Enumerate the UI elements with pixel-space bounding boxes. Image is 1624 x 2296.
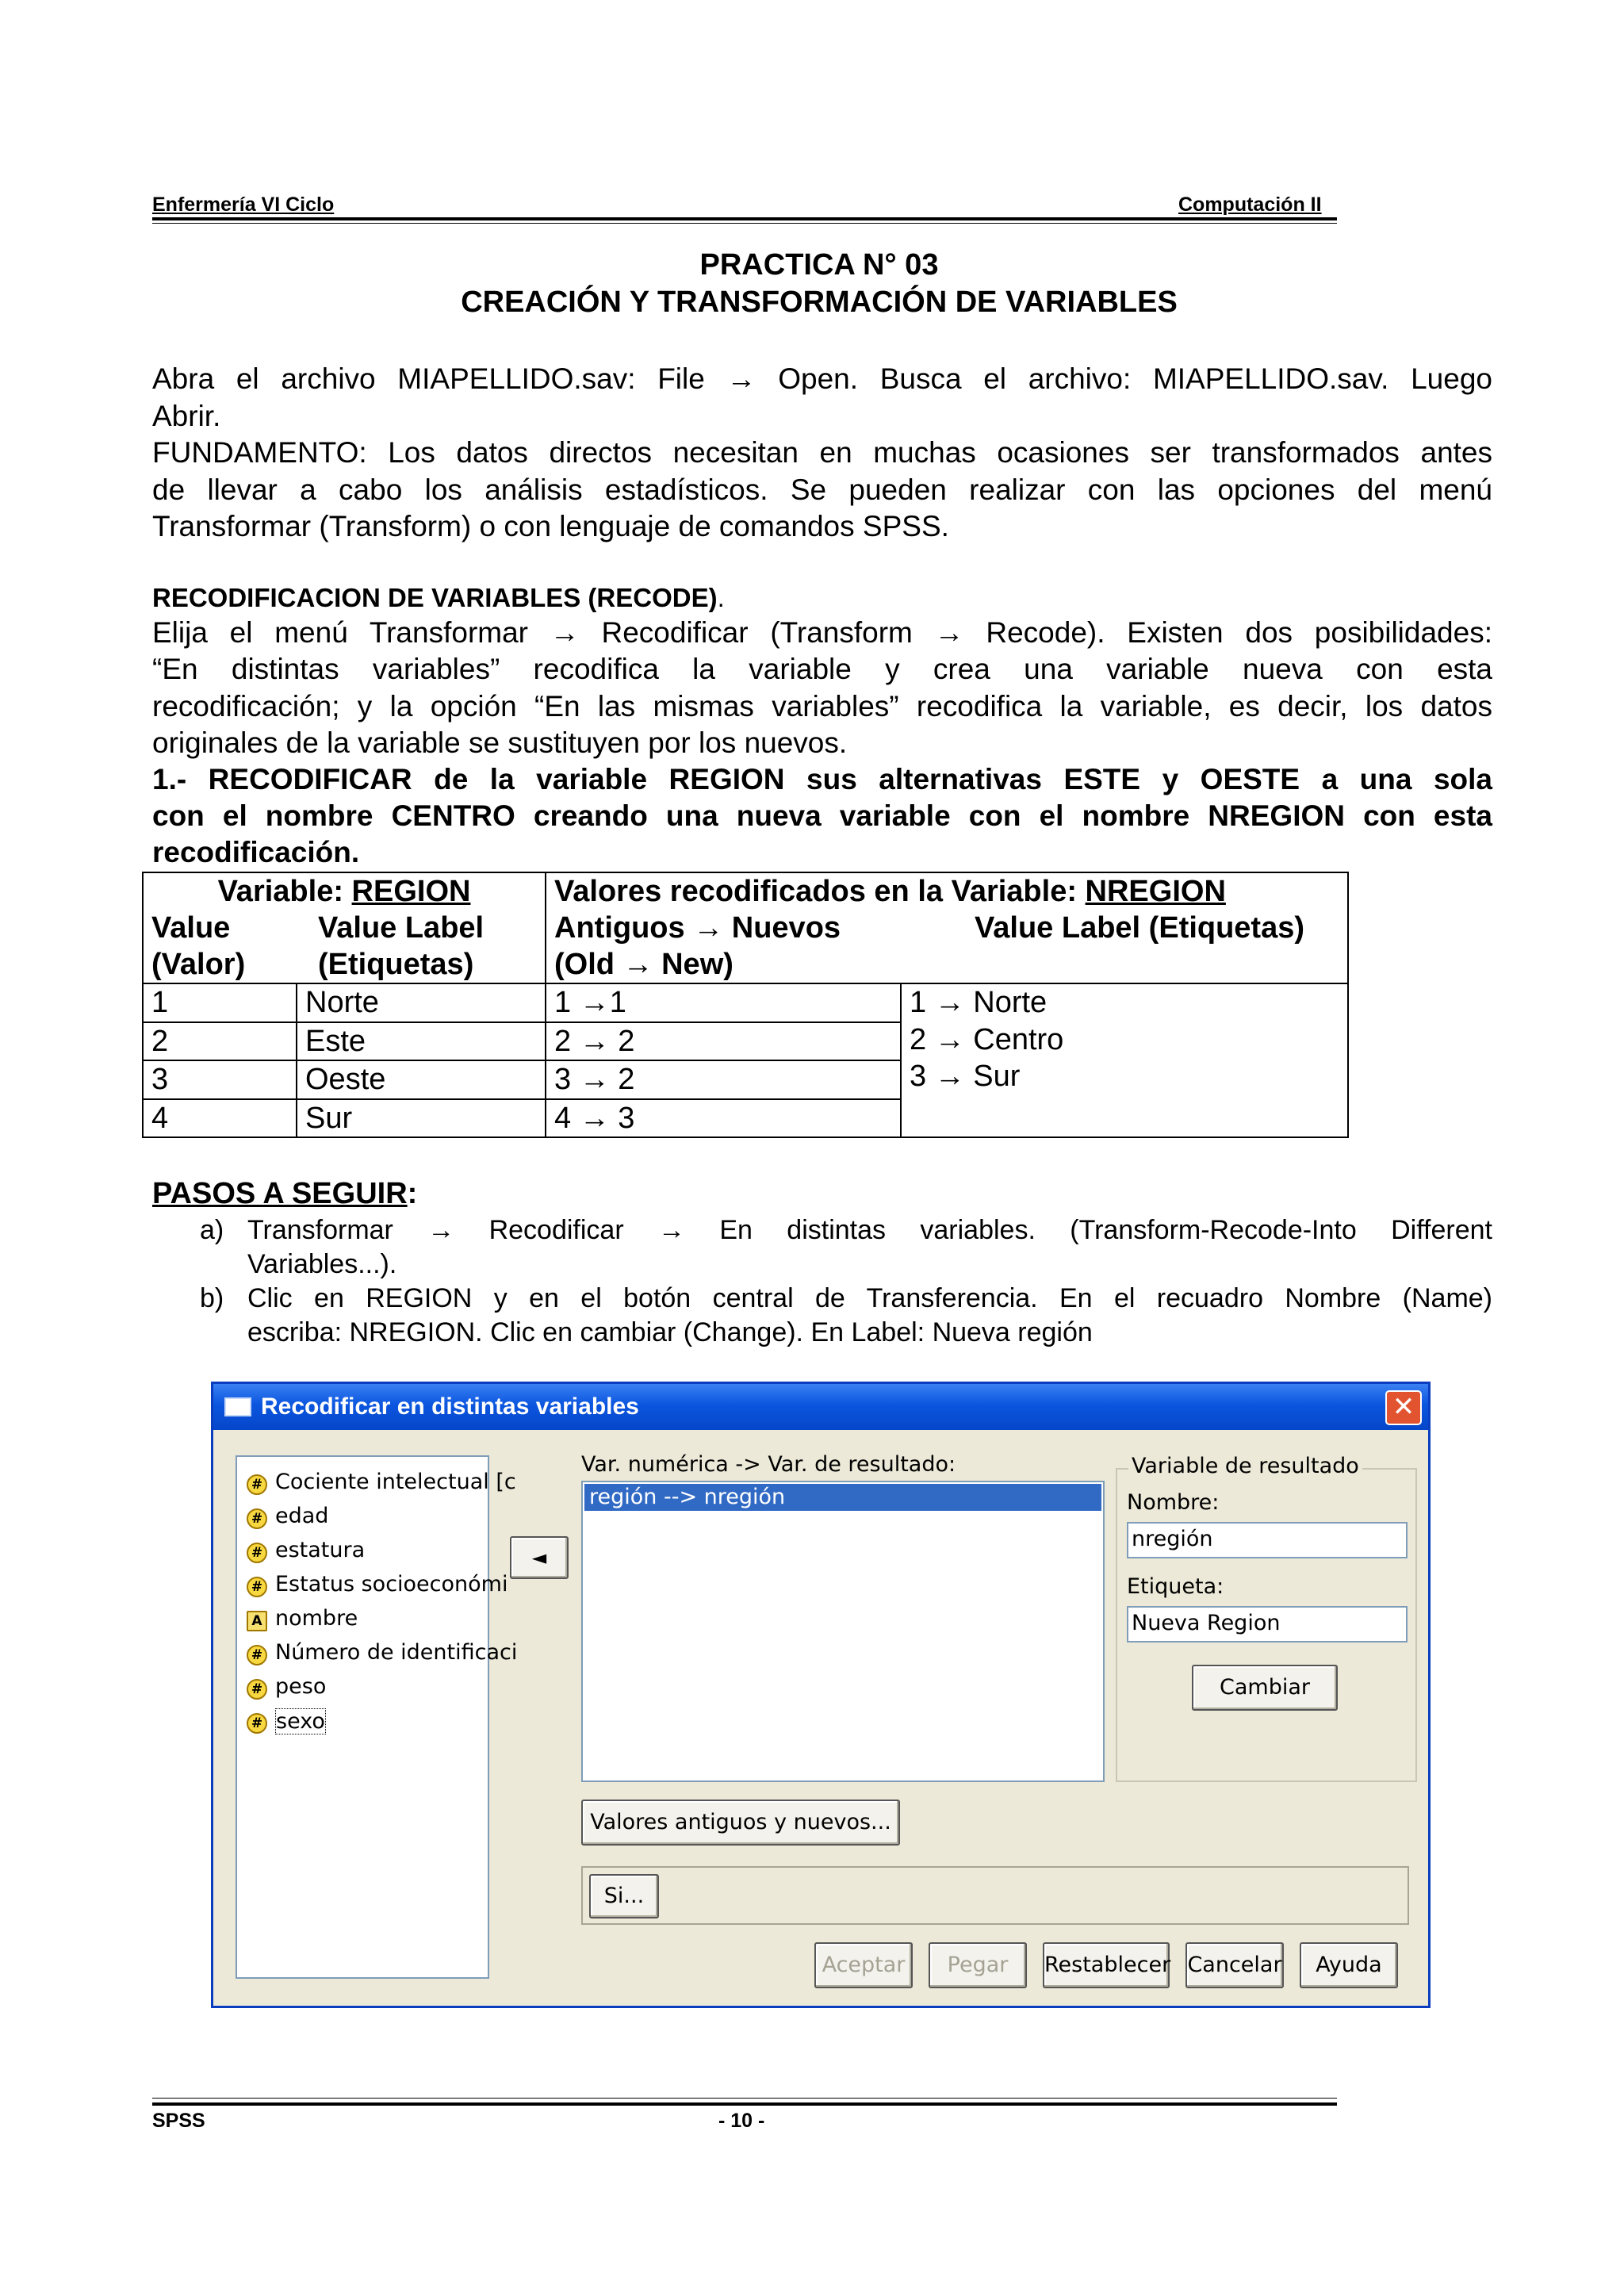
old-new-values-button[interactable]: Valores antiguos y nuevos... [581, 1800, 900, 1846]
practice-subtitle: CREACIÓN Y TRANSFORMACIÓN DE VARIABLES [461, 286, 1178, 319]
arrow-left-icon: ◄ [531, 1547, 547, 1569]
source-variable-name: REGION [351, 875, 471, 908]
dialog-titlebar[interactable] [213, 1384, 1428, 1430]
header-target-cell [546, 872, 1348, 983]
reset-button[interactable]: Restablecer [1043, 1942, 1170, 1988]
header-rule-thin [152, 223, 1337, 224]
practice-title: PRACTICA N° 03 [699, 248, 939, 282]
col-old-new-sub: (Old → New) [554, 948, 733, 981]
variable-name: nombre [275, 1606, 358, 1631]
variable-name: Cociente intelectual [c [275, 1470, 516, 1494]
cell-value: 3 [143, 1060, 297, 1099]
recode-line: Elija el menú Transformar → Recodificar (Transform → Recode). Existen dos posibilidades: [152, 616, 1492, 649]
cell-label: Sur [297, 1099, 546, 1138]
recode-line: originales de la variable se sustituyen por los nuevos. [152, 726, 848, 759]
target-variable-title [554, 873, 1339, 910]
cell-label: Este [297, 1022, 546, 1061]
source-variable-prefix: Variable: [217, 875, 352, 908]
transfer-button[interactable] [510, 1536, 569, 1579]
help-button[interactable]: Ayuda [1300, 1942, 1398, 1988]
output-group-title: Variable de resultado [1128, 1454, 1362, 1478]
section-heading-text: RECODIFICACION DE VARIABLES (RECODE) [152, 583, 718, 612]
steps-heading-text: PASOS A SEGUIR [152, 1177, 408, 1210]
header-right: Computación II [1178, 194, 1322, 216]
mapping-label: Var. numérica -> Var. de resultado: [581, 1452, 956, 1477]
source-col-heads [151, 910, 537, 946]
steps-heading-end: : [407, 1177, 418, 1210]
name-label: Nombre: [1127, 1490, 1220, 1515]
string-variable-icon: A [247, 1611, 267, 1631]
target-variable-prefix: Valores recodificados en la Variable: [554, 875, 1086, 908]
numeric-variable-icon: # [247, 1474, 267, 1495]
cell-value: 1 [143, 983, 297, 1022]
if-panel [581, 1866, 1409, 1925]
numeric-variable-icon: # [247, 1577, 267, 1597]
header-left: Enfermería VI Ciclo [152, 194, 335, 216]
mapping-item[interactable]: región --> nregión [584, 1484, 1101, 1511]
col-label: Value Label [318, 911, 485, 945]
step-a-line: Transformar → Recodificar → En distintas variables. (Transform-Recode-Into Different [247, 1215, 1492, 1245]
name-field[interactable]: nregión [1127, 1522, 1408, 1558]
cell-map: 2 → 2 [546, 1022, 901, 1061]
table-header-row [143, 872, 1348, 983]
variable-name: edad [275, 1504, 329, 1528]
col-value-sub: (Valor) [151, 948, 246, 981]
new-label: 3 → Sur [910, 1060, 1021, 1093]
close-button[interactable]: ✕ [1385, 1390, 1422, 1425]
intro-line: FUNDAMENTO: Los datos directos necesitan en muchas ocasiones ser transformados antes [152, 436, 1492, 469]
cell-map: 4 → 3 [546, 1099, 901, 1138]
section-heading-end: . [717, 583, 725, 612]
new-label: 2 → Centro [910, 1022, 1064, 1056]
table-row [143, 983, 1348, 1022]
numeric-variable-icon: # [247, 1679, 267, 1700]
step-b-line: escriba: NREGION. Clic en cambiar (Change). En Label: Nueva región [247, 1317, 1093, 1347]
steps-heading [152, 1177, 417, 1211]
step-b-label: b) [200, 1283, 224, 1313]
variable-name: Número de identificaci [275, 1640, 518, 1665]
numeric-variable-icon: # [247, 1713, 267, 1734]
exercise-line: recodificación. [152, 836, 360, 868]
target-col-heads [554, 910, 1339, 946]
col-label-sub: (Etiquetas) [318, 948, 474, 981]
step-a-label: a) [200, 1215, 224, 1245]
numeric-variable-icon: # [247, 1645, 267, 1665]
window-icon [224, 1397, 251, 1416]
intro-line: Abrir. [152, 400, 221, 432]
intro-line: de llevar a cabo los análisis estadísticos. Se pueden realizar con las opciones del menú [152, 473, 1492, 506]
footer-rule-thin [152, 2098, 1337, 2099]
new-labels-cell [901, 983, 1348, 1137]
paste-button[interactable]: Pegar [929, 1942, 1027, 1988]
label-label: Etiqueta: [1127, 1574, 1224, 1599]
intro-line: Transformar (Transform) o con lenguaje de comandos SPSS. [152, 510, 949, 542]
variable-list[interactable] [236, 1455, 518, 1979]
recode-line: “En distintas variables” recodifica la variable y crea una variable nueva con esta [152, 653, 1492, 685]
header-source-cell [143, 872, 546, 983]
output-variable-group [1116, 1454, 1417, 1782]
recode-dialog [211, 1382, 1431, 2008]
intro-line: Abra el archivo MIAPELLIDO.sav: File → Open. Busca el archivo: MIAPELLIDO.sav. Luego [152, 362, 1492, 395]
footer-rule [152, 2102, 1337, 2106]
source-variable-title [151, 873, 537, 910]
col-old-new: Antiguos → Nuevos [554, 911, 841, 945]
cell-label: Norte [297, 983, 546, 1022]
ok-button[interactable]: Aceptar [814, 1942, 913, 1988]
section-heading [152, 580, 1492, 617]
if-button[interactable]: Si... [589, 1874, 659, 1918]
cell-map: 3 → 2 [546, 1060, 901, 1099]
cell-label: Oeste [297, 1060, 546, 1099]
variable-name: sexo [276, 1709, 325, 1734]
cell-value: 4 [143, 1099, 297, 1138]
exercise-line: con el nombre CENTRO creando una nueva variable con el nombre NREGION con esta [152, 799, 1492, 832]
recode-table [142, 872, 1349, 1138]
source-col-subheads [151, 946, 537, 983]
exercise-line: 1.- RECODIFICAR de la variable REGION sus alternativas ESTE y OESTE a una sola [152, 763, 1492, 795]
step-a-line: Variables...). [247, 1249, 397, 1279]
col-new-label: Value Label (Etiquetas) [975, 911, 1305, 945]
cancel-button[interactable]: Cancelar [1185, 1942, 1284, 1988]
page-number: - 10 - [718, 2110, 765, 2132]
variable-name: peso [275, 1674, 327, 1699]
step-b-line: Clic en REGION y en el botón central de Transferencia. En el recuadro Nombre (Name) [247, 1283, 1492, 1313]
variable-name: estatura [275, 1538, 366, 1562]
label-field[interactable]: Nueva Region [1127, 1606, 1408, 1642]
cell-map: 1 →1 [546, 983, 901, 1022]
cell-value: 2 [143, 1022, 297, 1061]
target-variable-name: NREGION [1085, 875, 1226, 908]
col-value: Value [151, 911, 231, 945]
dialog-title: Recodificar en distintas variables [261, 1393, 639, 1420]
mapping-list[interactable] [581, 1481, 1105, 1782]
numeric-variable-icon: # [247, 1508, 267, 1529]
footer-left: SPSS [152, 2110, 205, 2132]
header-rule [152, 217, 1337, 220]
recode-line: recodificación; y la opción “En las mismas variables” recodifica la variable, es decir, los datos [152, 690, 1492, 723]
new-label: 1 → Norte [910, 986, 1048, 1019]
variable-name: Estatus socioeconómi [275, 1572, 508, 1596]
change-button[interactable]: Cambiar [1192, 1665, 1338, 1711]
numeric-variable-icon: # [247, 1543, 267, 1563]
